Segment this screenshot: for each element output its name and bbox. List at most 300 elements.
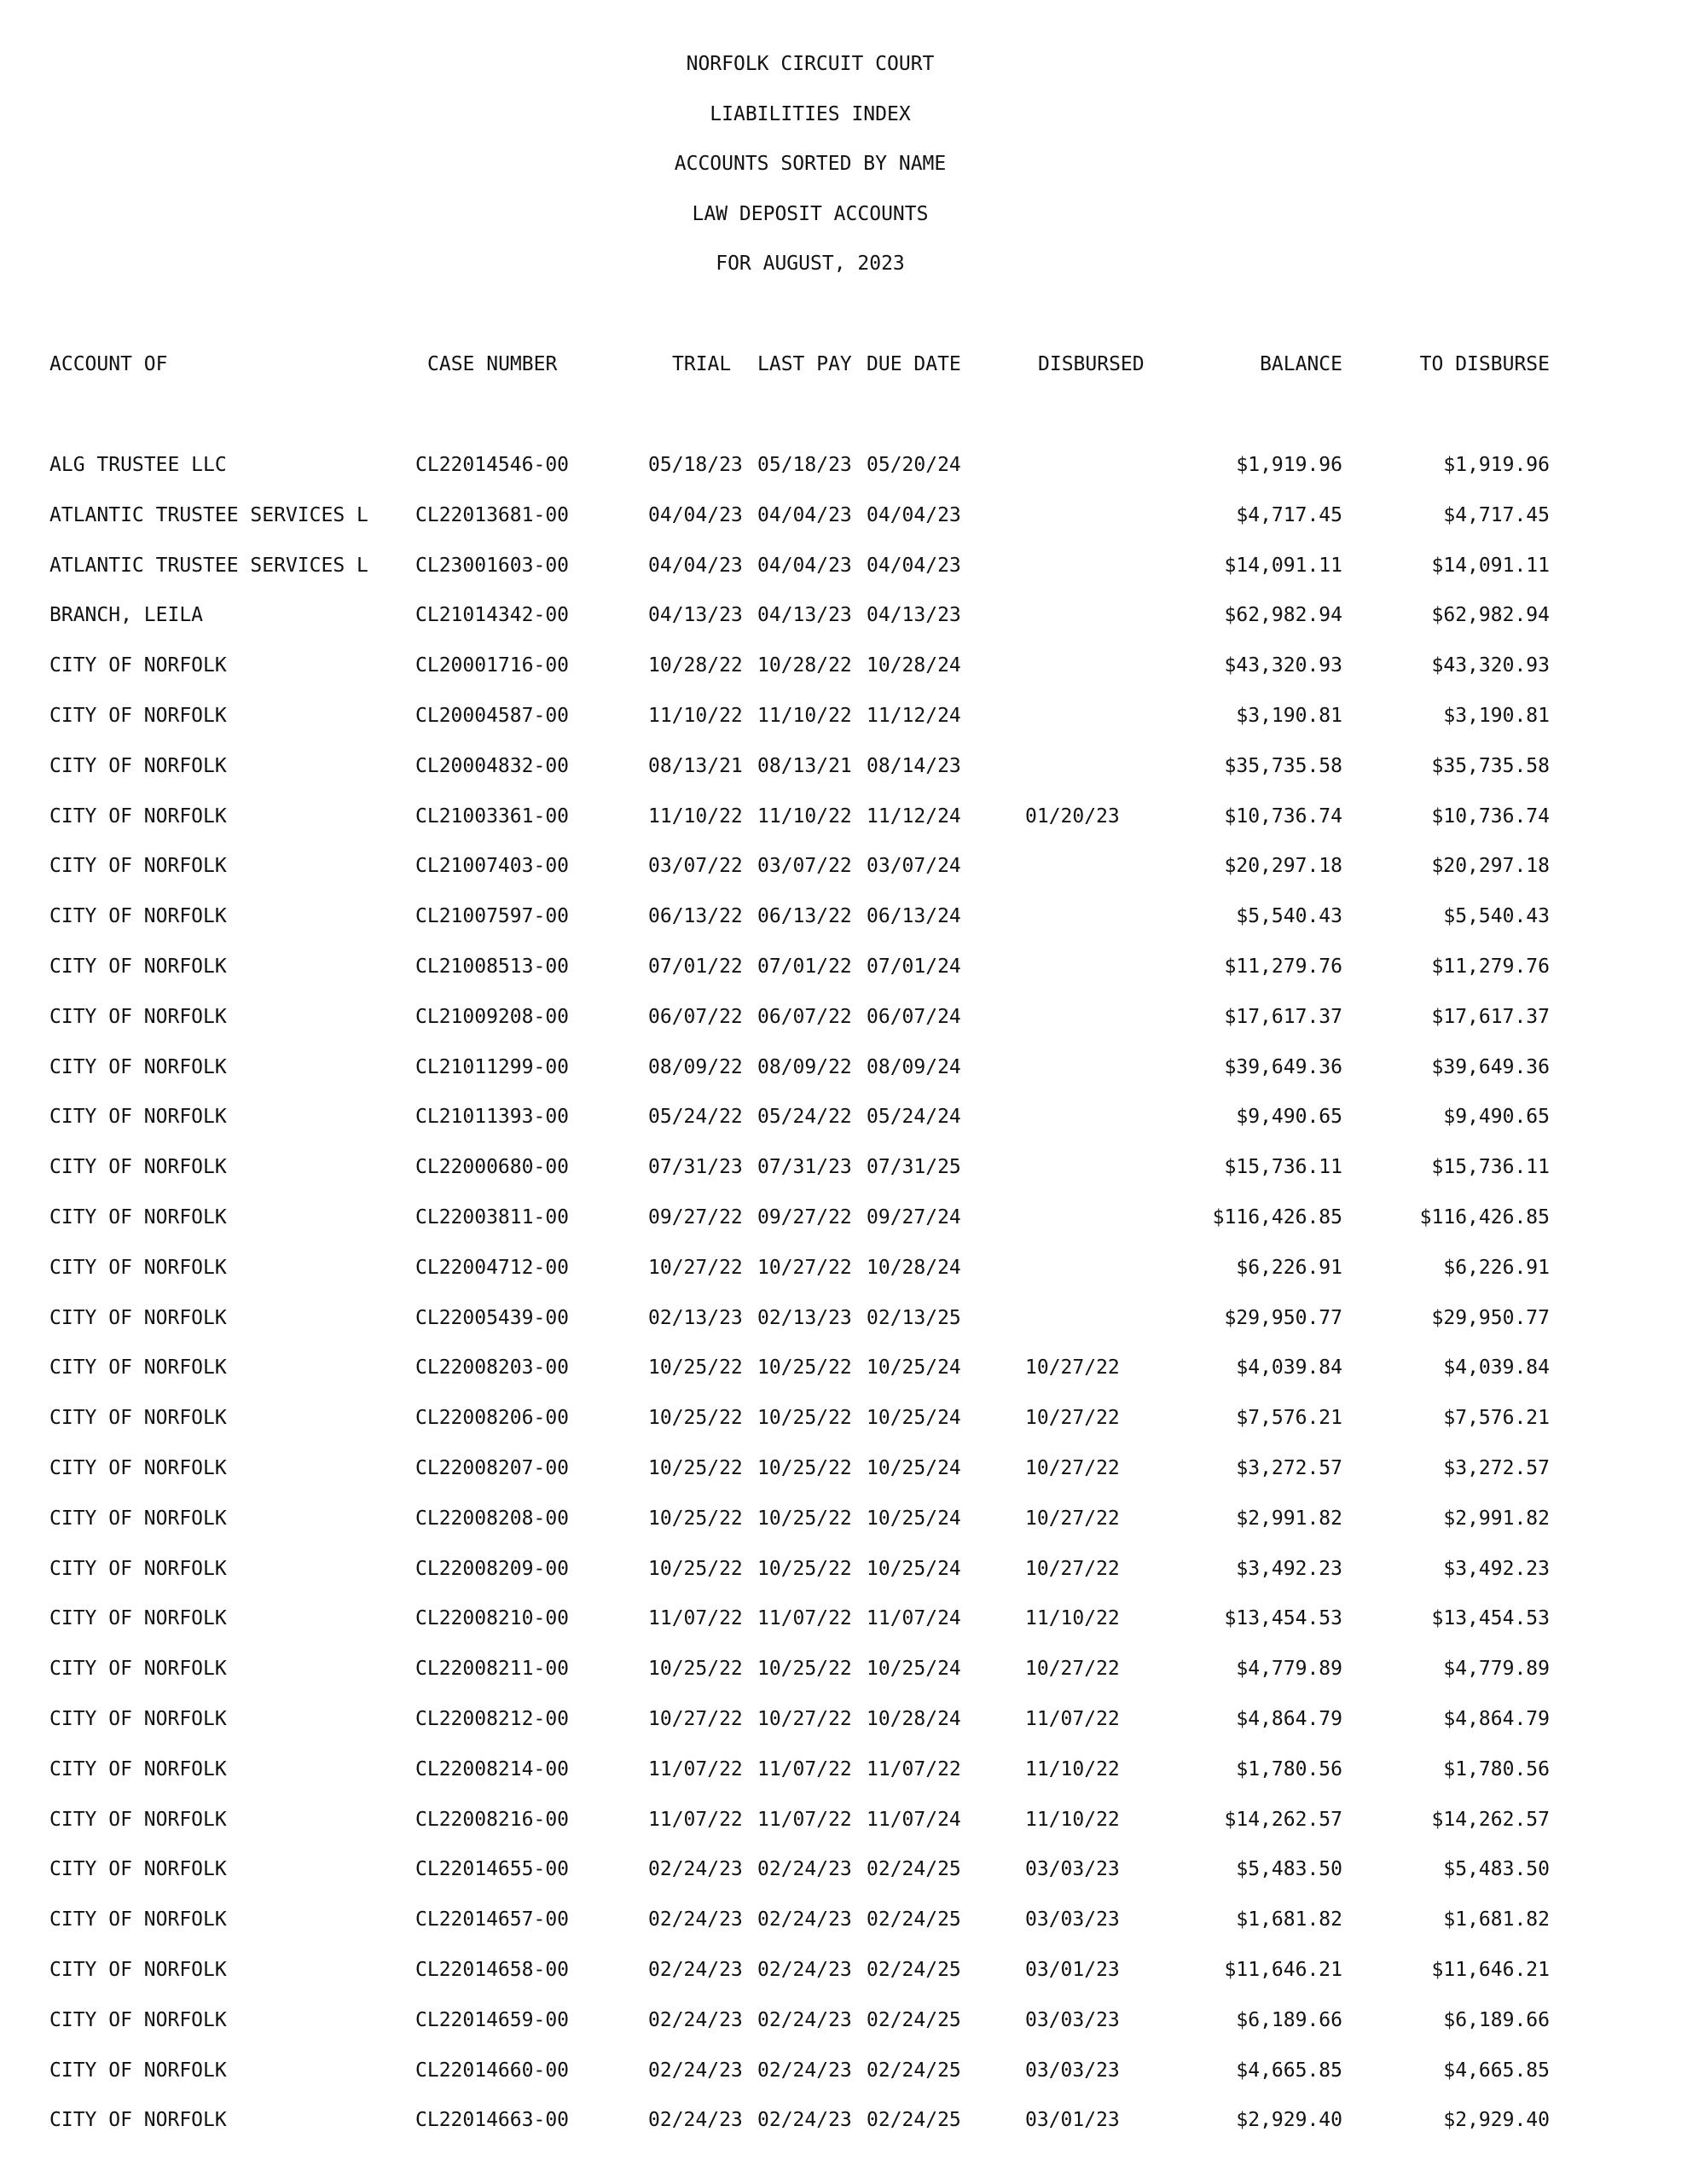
disbursed-date-cell: 10/27/22 xyxy=(1025,1557,1120,1580)
trial-date-cell: 02/24/23 xyxy=(648,2109,743,2132)
header-account-of: ACCOUNT OF xyxy=(49,353,168,375)
balance-cell: $43,320.93 xyxy=(1224,654,1342,677)
table-row xyxy=(0,1255,1687,1281)
case-number-cell: CL22014546-00 xyxy=(415,454,570,476)
due-date-cell: 11/12/24 xyxy=(867,705,961,727)
trial-date-cell: 02/24/23 xyxy=(648,2008,743,2031)
balance-cell: $14,262.57 xyxy=(1224,1808,1342,1831)
to-disburse-cell: $35,735.58 xyxy=(1431,754,1550,777)
account-of-cell: CITY OF NORFOLK xyxy=(49,1206,227,1228)
balance-cell: $4,779.89 xyxy=(1236,1658,1342,1681)
due-date-cell: 02/24/25 xyxy=(867,2008,961,2031)
account-of-cell: CITY OF NORFOLK xyxy=(49,1156,227,1179)
to-disburse-cell: $6,189.66 xyxy=(1443,2008,1550,2031)
case-number-cell: CL21007597-00 xyxy=(415,905,570,928)
account-of-cell: CITY OF NORFOLK xyxy=(49,1457,227,1479)
due-date-cell: 10/28/24 xyxy=(867,1708,961,1730)
table-row xyxy=(0,653,1687,678)
last-pay-cell: 02/24/23 xyxy=(757,2109,852,2132)
case-number-cell: CL22013681-00 xyxy=(415,503,570,526)
account-of-cell: CITY OF NORFOLK xyxy=(49,1908,227,1931)
due-date-cell: 10/25/24 xyxy=(867,1658,961,1681)
to-disburse-cell: $2,991.82 xyxy=(1443,1507,1550,1530)
due-date-cell: 02/24/25 xyxy=(867,1858,961,1881)
table-row xyxy=(0,2107,1687,2133)
trial-date-cell: 11/10/22 xyxy=(648,705,743,727)
to-disburse-cell: $2,929.40 xyxy=(1443,2109,1550,2132)
account-of-cell: CITY OF NORFOLK xyxy=(49,1658,227,1681)
due-date-cell: 06/07/24 xyxy=(867,1005,961,1028)
due-date-cell: 04/13/23 xyxy=(867,604,961,627)
table-row xyxy=(0,1656,1687,1682)
balance-cell: $5,540.43 xyxy=(1236,905,1342,928)
trial-date-cell: 03/07/22 xyxy=(648,855,743,878)
to-disburse-cell: $11,279.76 xyxy=(1431,956,1550,978)
table-row xyxy=(0,1506,1687,1531)
account-of-cell: CITY OF NORFOLK xyxy=(49,1256,227,1279)
to-disburse-cell: $62,982.94 xyxy=(1431,604,1550,627)
to-disburse-cell: $43,320.93 xyxy=(1431,654,1550,677)
last-pay-cell: 10/27/22 xyxy=(757,1256,852,1279)
disbursed-date-cell: 01/20/23 xyxy=(1025,804,1120,828)
table-row xyxy=(0,1405,1687,1431)
last-pay-cell: 10/25/22 xyxy=(757,1457,852,1479)
trial-date-cell: 11/07/22 xyxy=(648,1607,743,1630)
case-number-cell: CL21011393-00 xyxy=(415,1106,570,1129)
case-number-cell: CL21007403-00 xyxy=(415,855,570,878)
case-number-cell: CL22004712-00 xyxy=(415,1256,570,1279)
balance-cell: $35,735.58 xyxy=(1224,754,1342,777)
balance-cell: $13,454.53 xyxy=(1224,1607,1342,1630)
trial-date-cell: 04/04/23 xyxy=(648,554,743,577)
trial-date-cell: 10/25/22 xyxy=(648,1457,743,1479)
last-pay-cell: 05/24/22 xyxy=(757,1106,852,1129)
case-number-cell: CL22005439-00 xyxy=(415,1306,570,1329)
account-of-cell: CITY OF NORFOLK xyxy=(49,1607,227,1630)
balance-cell: $1,780.56 xyxy=(1236,1757,1342,1780)
to-disburse-cell: $3,272.57 xyxy=(1443,1457,1550,1479)
header-due-date: DUE DATE xyxy=(867,353,961,375)
header-case-number: CASE NUMBER xyxy=(427,353,558,375)
table-row xyxy=(0,853,1687,879)
last-pay-cell: 10/25/22 xyxy=(757,1407,852,1430)
court-name: NORFOLK CIRCUIT COURT xyxy=(686,53,935,75)
to-disburse-cell: $17,617.37 xyxy=(1431,1005,1550,1028)
due-date-cell: 10/28/24 xyxy=(867,654,961,677)
table-row xyxy=(0,1104,1687,1130)
account-of-cell: ATLANTIC TRUSTEE SERVICES L xyxy=(49,503,368,526)
last-pay-cell: 05/18/23 xyxy=(757,454,852,476)
due-date-cell: 07/31/25 xyxy=(867,1156,961,1179)
table-row xyxy=(0,602,1687,628)
index-name: LIABILITIES INDEX xyxy=(710,102,911,125)
balance-cell: $4,864.79 xyxy=(1236,1708,1342,1730)
due-date-cell: 10/25/24 xyxy=(867,1457,961,1479)
table-row xyxy=(0,1856,1687,1882)
table-row xyxy=(0,1957,1687,1983)
to-disburse-cell: $9,490.65 xyxy=(1443,1106,1550,1129)
account-of-cell: CITY OF NORFOLK xyxy=(49,2059,227,2082)
last-pay-cell: 10/25/22 xyxy=(757,1658,852,1681)
balance-cell: $11,646.21 xyxy=(1224,1959,1342,1981)
case-number-cell: CL22003811-00 xyxy=(415,1206,570,1228)
table-row xyxy=(0,452,1687,478)
due-date-cell: 04/04/23 xyxy=(867,554,961,577)
to-disburse-cell: $11,646.21 xyxy=(1431,1959,1550,1981)
balance-cell: $3,190.81 xyxy=(1236,705,1342,727)
last-pay-cell: 11/10/22 xyxy=(757,705,852,727)
disbursed-date-cell: 03/01/23 xyxy=(1025,1959,1120,1981)
table-row xyxy=(0,1556,1687,1582)
account-type: LAW DEPOSIT ACCOUNTS xyxy=(692,202,929,225)
disbursed-date-cell: 11/10/22 xyxy=(1025,1808,1120,1831)
due-date-cell: 05/20/24 xyxy=(867,454,961,476)
balance-cell: $10,736.74 xyxy=(1224,804,1342,828)
to-disburse-cell: $15,736.11 xyxy=(1431,1156,1550,1179)
table-row xyxy=(0,553,1687,578)
account-of-cell: CITY OF NORFOLK xyxy=(49,956,227,978)
last-pay-cell: 04/04/23 xyxy=(757,503,852,526)
disbursed-date-cell: 10/27/22 xyxy=(1025,1407,1120,1430)
disbursed-date-cell: 10/27/22 xyxy=(1025,1356,1120,1380)
trial-date-cell: 06/13/22 xyxy=(648,905,743,928)
balance-cell: $39,649.36 xyxy=(1224,1055,1342,1078)
last-pay-cell: 02/24/23 xyxy=(757,1858,852,1881)
last-pay-cell: 10/25/22 xyxy=(757,1507,852,1530)
disbursed-date-cell: 11/10/22 xyxy=(1025,1757,1120,1780)
table-row xyxy=(0,2058,1687,2083)
table-row xyxy=(0,1154,1687,1180)
balance-cell: $7,576.21 xyxy=(1236,1407,1342,1430)
last-pay-cell: 08/13/21 xyxy=(757,754,852,777)
trial-date-cell: 09/27/22 xyxy=(648,1206,743,1228)
trial-date-cell: 10/27/22 xyxy=(648,1708,743,1730)
due-date-cell: 09/27/24 xyxy=(867,1206,961,1228)
report-period: FOR AUGUST, 2023 xyxy=(716,253,905,276)
case-number-cell: CL22008203-00 xyxy=(415,1356,570,1380)
to-disburse-cell: $4,864.79 xyxy=(1443,1708,1550,1730)
balance-cell: $3,272.57 xyxy=(1236,1457,1342,1479)
trial-date-cell: 11/10/22 xyxy=(648,804,743,828)
due-date-cell: 11/07/24 xyxy=(867,1607,961,1630)
table-row xyxy=(0,1004,1687,1030)
last-pay-cell: 02/24/23 xyxy=(757,1959,852,1981)
balance-cell: $15,736.11 xyxy=(1224,1156,1342,1179)
due-date-cell: 10/25/24 xyxy=(867,1557,961,1580)
account-of-cell: CITY OF NORFOLK xyxy=(49,1858,227,1881)
trial-date-cell: 02/24/23 xyxy=(648,1858,743,1881)
last-pay-cell: 11/07/22 xyxy=(757,1607,852,1630)
due-date-cell: 10/25/24 xyxy=(867,1356,961,1380)
balance-cell: $5,483.50 xyxy=(1236,1858,1342,1881)
account-of-cell: CITY OF NORFOLK xyxy=(49,1106,227,1129)
to-disburse-cell: $13,454.53 xyxy=(1431,1607,1550,1630)
trial-date-cell: 08/13/21 xyxy=(648,754,743,777)
to-disburse-cell: $14,262.57 xyxy=(1431,1808,1550,1831)
to-disburse-cell: $116,426.85 xyxy=(1419,1206,1550,1228)
trial-date-cell: 10/25/22 xyxy=(648,1507,743,1530)
last-pay-cell: 06/07/22 xyxy=(757,1005,852,1028)
balance-cell: $14,091.11 xyxy=(1224,554,1342,577)
table-row xyxy=(0,804,1687,829)
trial-date-cell: 05/18/23 xyxy=(648,454,743,476)
balance-cell: $6,189.66 xyxy=(1236,2008,1342,2031)
table-row xyxy=(0,1455,1687,1481)
header-disbursed: DISBURSED xyxy=(1038,353,1145,375)
case-number-cell: CL21014342-00 xyxy=(415,604,570,627)
table-row xyxy=(0,1205,1687,1230)
balance-cell: $2,991.82 xyxy=(1236,1507,1342,1530)
disbursed-date-cell: 10/27/22 xyxy=(1025,1457,1120,1479)
case-number-cell: CL22008206-00 xyxy=(415,1407,570,1430)
due-date-cell: 02/13/25 xyxy=(867,1306,961,1329)
to-disburse-cell: $1,780.56 xyxy=(1443,1757,1550,1780)
due-date-cell: 04/04/23 xyxy=(867,503,961,526)
case-number-cell: CL20001716-00 xyxy=(415,654,570,677)
case-number-cell: CL22008207-00 xyxy=(415,1457,570,1479)
case-number-cell: CL22008211-00 xyxy=(415,1658,570,1681)
due-date-cell: 10/28/24 xyxy=(867,1256,961,1279)
table-row xyxy=(0,703,1687,729)
case-number-cell: CL22008210-00 xyxy=(415,1607,570,1630)
table-row xyxy=(0,1305,1687,1331)
case-number-cell: CL22008208-00 xyxy=(415,1507,570,1530)
to-disburse-cell: $4,665.85 xyxy=(1443,2059,1550,2082)
to-disburse-cell: $5,540.43 xyxy=(1443,905,1550,928)
account-of-cell: CITY OF NORFOLK xyxy=(49,705,227,727)
column-header-row xyxy=(0,351,1687,377)
case-number-cell: CL20004832-00 xyxy=(415,754,570,777)
disbursed-date-cell: 03/03/23 xyxy=(1025,2059,1120,2082)
account-of-cell: CITY OF NORFOLK xyxy=(49,1959,227,1981)
balance-cell: $2,929.40 xyxy=(1236,2109,1342,2132)
account-of-cell: CITY OF NORFOLK xyxy=(49,754,227,777)
balance-cell: $4,665.85 xyxy=(1236,2059,1342,2082)
case-number-cell: CL22014655-00 xyxy=(415,1858,570,1881)
to-disburse-cell: $1,919.96 xyxy=(1443,454,1550,476)
account-of-cell: ALG TRUSTEE LLC xyxy=(49,454,227,476)
trial-date-cell: 02/24/23 xyxy=(648,2059,743,2082)
account-of-cell: CITY OF NORFOLK xyxy=(49,1708,227,1730)
to-disburse-cell: $6,226.91 xyxy=(1443,1256,1550,1279)
case-number-cell: CL22014657-00 xyxy=(415,1908,570,1931)
due-date-cell: 08/14/23 xyxy=(867,754,961,777)
table-row xyxy=(0,753,1687,779)
case-number-cell: CL22014658-00 xyxy=(415,1959,570,1981)
case-number-cell: CL22000680-00 xyxy=(415,1156,570,1179)
balance-cell: $11,279.76 xyxy=(1224,956,1342,978)
account-of-cell: CITY OF NORFOLK xyxy=(49,1055,227,1078)
account-of-cell: CITY OF NORFOLK xyxy=(49,855,227,878)
last-pay-cell: 07/31/23 xyxy=(757,1156,852,1179)
case-number-cell: CL22008216-00 xyxy=(415,1808,570,1831)
to-disburse-cell: $14,091.11 xyxy=(1431,554,1550,577)
account-of-cell: CITY OF NORFOLK xyxy=(49,905,227,928)
case-number-cell: CL23001603-00 xyxy=(415,554,570,577)
due-date-cell: 02/24/25 xyxy=(867,2109,961,2132)
table-row xyxy=(0,1054,1687,1080)
last-pay-cell: 04/04/23 xyxy=(757,554,852,577)
table-row xyxy=(0,2007,1687,2033)
to-disburse-cell: $3,492.23 xyxy=(1443,1557,1550,1580)
due-date-cell: 06/13/24 xyxy=(867,905,961,928)
account-of-cell: ATLANTIC TRUSTEE SERVICES L xyxy=(49,554,368,577)
last-pay-cell: 11/10/22 xyxy=(757,804,852,828)
table-row xyxy=(0,954,1687,979)
header-to-disburse: TO DISBURSE xyxy=(1419,353,1550,375)
trial-date-cell: 11/07/22 xyxy=(648,1757,743,1780)
account-of-cell: BRANCH, LEILA xyxy=(49,604,204,627)
trial-date-cell: 10/27/22 xyxy=(648,1256,743,1279)
to-disburse-cell: $39,649.36 xyxy=(1431,1055,1550,1078)
balance-cell: $6,226.91 xyxy=(1236,1256,1342,1279)
last-pay-cell: 06/13/22 xyxy=(757,905,852,928)
account-of-cell: CITY OF NORFOLK xyxy=(49,1557,227,1580)
trial-date-cell: 06/07/22 xyxy=(648,1005,743,1028)
balance-cell: $62,982.94 xyxy=(1224,604,1342,627)
disbursed-date-cell: 11/07/22 xyxy=(1025,1708,1120,1730)
to-disburse-cell: $4,779.89 xyxy=(1443,1658,1550,1681)
last-pay-cell: 02/24/23 xyxy=(757,2008,852,2031)
account-of-cell: CITY OF NORFOLK xyxy=(49,1306,227,1329)
trial-date-cell: 10/25/22 xyxy=(648,1356,743,1380)
table-row xyxy=(0,903,1687,929)
balance-cell: $4,039.84 xyxy=(1236,1356,1342,1380)
last-pay-cell: 10/25/22 xyxy=(757,1557,852,1580)
trial-date-cell: 04/04/23 xyxy=(648,503,743,526)
last-pay-cell: 09/27/22 xyxy=(757,1206,852,1228)
balance-cell: $3,492.23 xyxy=(1236,1557,1342,1580)
trial-date-cell: 11/07/22 xyxy=(648,1808,743,1831)
trial-date-cell: 10/25/22 xyxy=(648,1658,743,1681)
case-number-cell: CL20004587-00 xyxy=(415,705,570,727)
account-of-cell: CITY OF NORFOLK xyxy=(49,1507,227,1530)
trial-date-cell: 07/01/22 xyxy=(648,956,743,978)
disbursed-date-cell: 03/03/23 xyxy=(1025,1858,1120,1881)
balance-cell: $116,426.85 xyxy=(1212,1206,1342,1228)
last-pay-cell: 10/27/22 xyxy=(757,1708,852,1730)
trial-date-cell: 08/09/22 xyxy=(648,1055,743,1078)
balance-cell: $17,617.37 xyxy=(1224,1005,1342,1028)
table-row xyxy=(0,1706,1687,1732)
table-row xyxy=(0,1355,1687,1380)
due-date-cell: 10/25/24 xyxy=(867,1407,961,1430)
account-of-cell: CITY OF NORFOLK xyxy=(49,1005,227,1028)
last-pay-cell: 02/13/23 xyxy=(757,1306,852,1329)
table-row xyxy=(0,1606,1687,1631)
trial-date-cell: 02/24/23 xyxy=(648,1959,743,1981)
disbursed-date-cell: 03/03/23 xyxy=(1025,1908,1120,1931)
last-pay-cell: 08/09/22 xyxy=(757,1055,852,1078)
due-date-cell: 02/24/25 xyxy=(867,2059,961,2082)
to-disburse-cell: $20,297.18 xyxy=(1431,855,1550,878)
to-disburse-cell: $7,576.21 xyxy=(1443,1407,1550,1430)
due-date-cell: 02/24/25 xyxy=(867,1908,961,1931)
case-number-cell: CL22008212-00 xyxy=(415,1708,570,1730)
case-number-cell: CL22014660-00 xyxy=(415,2059,570,2082)
table-row xyxy=(0,502,1687,528)
table-row xyxy=(0,1757,1687,1782)
to-disburse-cell: $29,950.77 xyxy=(1431,1306,1550,1329)
disbursed-date-cell: 10/27/22 xyxy=(1025,1658,1120,1681)
due-date-cell: 02/24/25 xyxy=(867,1959,961,1981)
balance-cell: $4,717.45 xyxy=(1236,503,1342,526)
account-of-cell: CITY OF NORFOLK xyxy=(49,804,227,828)
balance-cell: $1,919.96 xyxy=(1236,454,1342,476)
table-row xyxy=(0,1907,1687,1932)
account-of-cell: CITY OF NORFOLK xyxy=(49,1407,227,1430)
last-pay-cell: 11/07/22 xyxy=(757,1757,852,1780)
to-disburse-cell: $3,190.81 xyxy=(1443,705,1550,727)
account-of-cell: CITY OF NORFOLK xyxy=(49,1757,227,1780)
last-pay-cell: 10/28/22 xyxy=(757,654,852,677)
trial-date-cell: 05/24/22 xyxy=(648,1106,743,1129)
last-pay-cell: 02/24/23 xyxy=(757,1908,852,1931)
due-date-cell: 03/07/24 xyxy=(867,855,961,878)
last-pay-cell: 02/24/23 xyxy=(757,2059,852,2082)
balance-cell: $9,490.65 xyxy=(1236,1106,1342,1129)
account-of-cell: CITY OF NORFOLK xyxy=(49,2109,227,2132)
header-last-pay: LAST PAY xyxy=(757,353,852,375)
account-of-cell: CITY OF NORFOLK xyxy=(49,654,227,677)
last-pay-cell: 11/07/22 xyxy=(757,1808,852,1831)
due-date-cell: 11/07/22 xyxy=(867,1757,961,1780)
case-number-cell: CL21003361-00 xyxy=(415,804,570,828)
last-pay-cell: 07/01/22 xyxy=(757,956,852,978)
due-date-cell: 08/09/24 xyxy=(867,1055,961,1078)
trial-date-cell: 04/13/23 xyxy=(648,604,743,627)
due-date-cell: 11/07/24 xyxy=(867,1808,961,1831)
case-number-cell: CL22008214-00 xyxy=(415,1757,570,1780)
balance-cell: $29,950.77 xyxy=(1224,1306,1342,1329)
due-date-cell: 10/25/24 xyxy=(867,1507,961,1530)
header-trial: TRIAL xyxy=(672,353,732,375)
trial-date-cell: 10/25/22 xyxy=(648,1557,743,1580)
trial-date-cell: 02/13/23 xyxy=(648,1306,743,1329)
due-date-cell: 07/01/24 xyxy=(867,956,961,978)
to-disburse-cell: $5,483.50 xyxy=(1443,1858,1550,1881)
last-pay-cell: 03/07/22 xyxy=(757,855,852,878)
to-disburse-cell: $4,039.84 xyxy=(1443,1356,1550,1380)
trial-date-cell: 10/28/22 xyxy=(648,654,743,677)
sort-description: ACCOUNTS SORTED BY NAME xyxy=(674,153,947,176)
last-pay-cell: 04/13/23 xyxy=(757,604,852,627)
case-number-cell: CL22008209-00 xyxy=(415,1557,570,1580)
disbursed-date-cell: 03/03/23 xyxy=(1025,2008,1120,2031)
balance-cell: $20,297.18 xyxy=(1224,855,1342,878)
table-row xyxy=(0,1807,1687,1833)
to-disburse-cell: $10,736.74 xyxy=(1431,804,1550,828)
disbursed-date-cell: 10/27/22 xyxy=(1025,1507,1120,1530)
to-disburse-cell: $1,681.82 xyxy=(1443,1908,1550,1931)
report-title-block xyxy=(0,51,1620,301)
header-balance: BALANCE xyxy=(1260,353,1342,375)
account-of-cell: CITY OF NORFOLK xyxy=(49,1808,227,1831)
to-disburse-cell: $4,717.45 xyxy=(1443,503,1550,526)
trial-date-cell: 02/24/23 xyxy=(648,1908,743,1931)
last-pay-cell: 10/25/22 xyxy=(757,1356,852,1380)
case-number-cell: CL22014659-00 xyxy=(415,2008,570,2031)
account-of-cell: CITY OF NORFOLK xyxy=(49,1356,227,1380)
trial-date-cell: 10/25/22 xyxy=(648,1407,743,1430)
case-number-cell: CL22014663-00 xyxy=(415,2109,570,2132)
balance-cell: $1,681.82 xyxy=(1236,1908,1342,1931)
disbursed-date-cell: 11/10/22 xyxy=(1025,1607,1120,1630)
trial-date-cell: 07/31/23 xyxy=(648,1156,743,1179)
case-number-cell: CL21009208-00 xyxy=(415,1005,570,1028)
due-date-cell: 05/24/24 xyxy=(867,1106,961,1129)
case-number-cell: CL21008513-00 xyxy=(415,956,570,978)
